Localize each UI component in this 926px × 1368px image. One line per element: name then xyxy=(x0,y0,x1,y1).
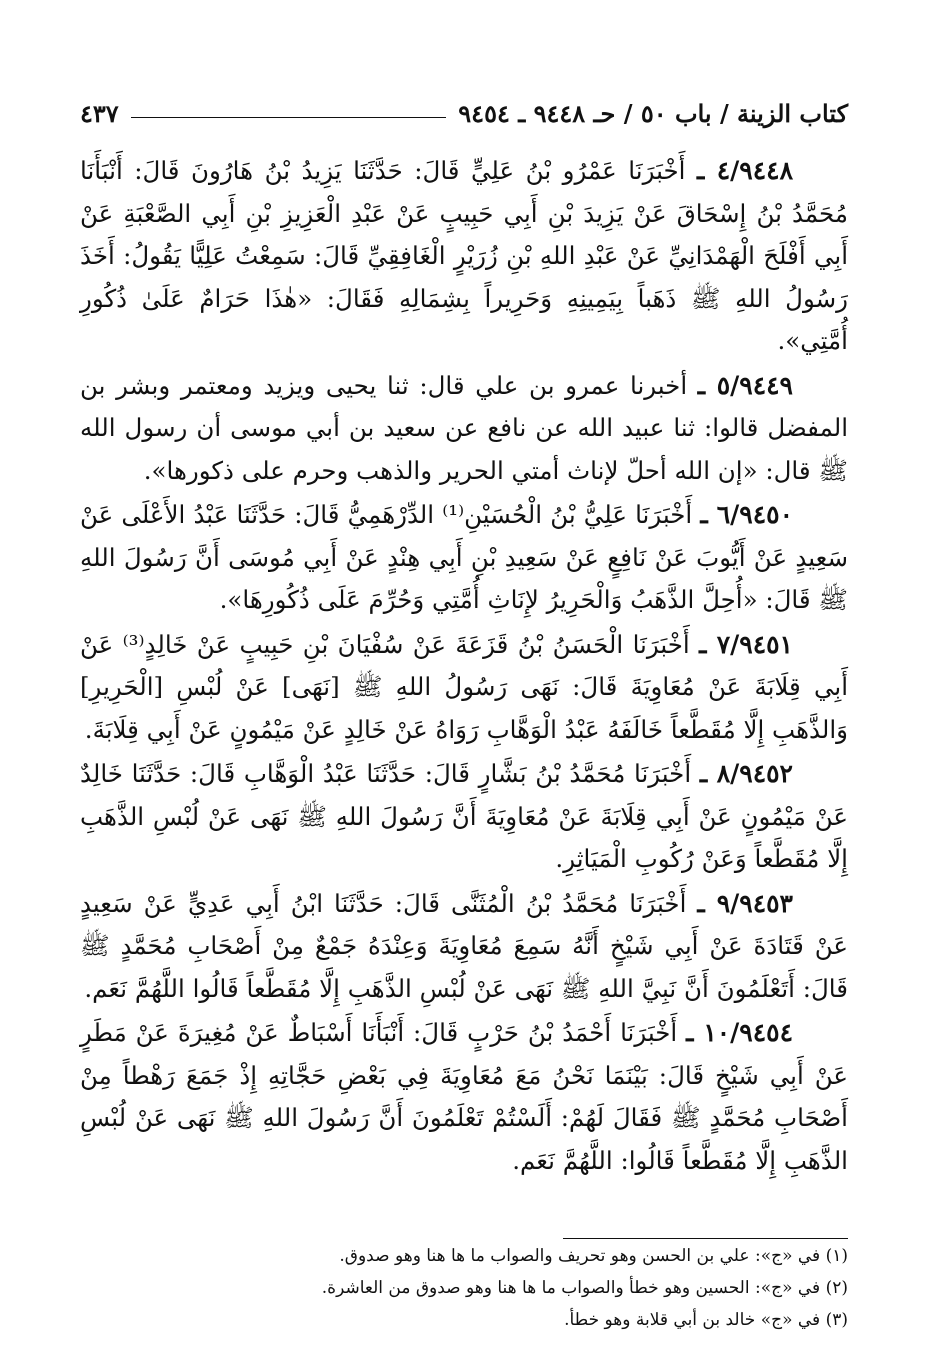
hadith-number: ٥/٩٤٤٩ ـ xyxy=(697,370,793,400)
hadith-text: أخبرنا عمرو بن علي قال: ثنا يحيى ويزيد ومعتمر وبشر بن المفضل قالوا: ثنا عبيد الله عن نافع عن سعيد بن أبي موسى أن رسول الله ﷺ قال: «إن الله أحلّ لإناث أمتي الحرير والذهب وحرم على ذكورها». xyxy=(80,370,848,485)
hadith-number: ٨/٩٤٥٢ ـ xyxy=(699,759,793,788)
hadith-number: ٧/٩٤٥١ ـ xyxy=(699,629,793,659)
hadith-text: أَخْبَرَنَا عَلِيُّ بْنُ الْحُسَيْنِ⁽¹⁾ الدِّرْهَمِيُّ قَالَ: حَدَّثَنَا عَبْدُ الأَعْلَى عَنْ سَعِيدٍ عَنْ أَيُّوبَ عَنْ نَافِعٍ عَنْ سَعِيدِ بْنِ أَبِي هِنْدٍ عَنْ أَبِي مُوسَى أَنَّ رَسُولَ اللهِ ﷺ قَالَ: «أُحِلَّ الذَّهَبُ وَالْحَرِيرُ لإِنَاثِ أُمَّتِي وَحُرِّمَ عَلَى ذُكُورِهَا». xyxy=(80,500,848,614)
hadith-text: أَخْبَرَنَا عَمْرُو بْنُ عَلِيٍّ قَالَ: حَدَّثَنَا يَزِيدُ بْنُ هَارُونَ قَالَ: أَنْبَأَنَا مُحَمَّدُ بْنُ إِسْحَاقَ عَنْ يَزِيدَ بْنِ أَبِي حَبِيبٍ عَنْ عَبْدِ الْعَزِيزِ بْنِ أَبِي الصَّعْبَةِ عَنْ أَبِي أَفْلَحَ الْهَمْدَانِيِّ عَنْ عَبْدِ اللهِ بْنِ زُرَيْرٍ الْغَافِقِيِّ قَالَ: سَمِعْتُ عَلِيًّا يَقُولُ: أَخَذَ رَسُولُ اللهِ ﷺ ذَهَباً بِيَمِينِهِ وَحَرِيراً بِشِمَالِهِ فَقَالَ: «هٰذَا حَرَامٌ عَلَىٰ ذُكُورِ أُمَّتِي». xyxy=(80,156,848,355)
hadith-number: ١٠/٩٤٥٤ ـ xyxy=(686,1018,794,1047)
header-rule xyxy=(131,117,447,118)
running-header xyxy=(80,92,848,126)
hadith-paragraph xyxy=(80,150,848,363)
hadith-paragraph xyxy=(80,1012,848,1182)
chapter-title: كتاب الزينة / باب ٥٠ / حـ ٩٤٤٨ ـ ٩٤٥٤ xyxy=(458,99,848,128)
footnote: (١) في «ج»: علي بن الحسن وهو تحريف والصواب ما ها هنا وهو صدوق. xyxy=(339,1246,848,1266)
hadith-paragraph xyxy=(80,753,848,881)
hadith-paragraph xyxy=(80,883,848,1011)
footnote: (٢) في «ج»: الحسين وهو خطأ والصواب ما ها هنا وهو صدوق من العاشرة. xyxy=(321,1278,848,1298)
hadith-text: أَخْبَرَنَا أَحْمَدُ بْنُ حَرْبٍ قَالَ: أَنْبَأَنَا أَسْبَاطٌ عَنْ مُغِيرَةَ عَنْ مَطَرٍ عَنْ أَبِي شَيْخٍ قَالَ: بَيْنَمَا نَحْنُ مَعَ مُعَاوِيَةَ فِي بَعْضِ حَجَّاتِهِ إِذْ جَمَعَ رَهْطاً مِنْ أَصْحَابِ مُحَمَّدٍ ﷺ فَقَالَ لَهُمْ: أَلَسْتُمْ تَعْلَمُونَ أَنَّ رَسُولَ اللهِ ﷺ نَهَى عَنْ لُبْسِ الذَّهَبِ إِلَّا مُقَطَّعاً قَالُوا: اللَّهُمَّ نَعَم. xyxy=(80,1018,848,1175)
hadith-text: أَخْبَرَنَا مُحَمَّدُ بْنُ الْمُثَنَّى قَالَ: حَدَّثَنَا ابْنُ أَبِي عَدِيٍّ عَنْ سَعِيدٍ عَنْ قَتَادَةَ عَنْ أَبِي شَيْخٍ أَنَّهُ سَمِعَ مُعَاوِيَةَ وَعِنْدَهُ جَمْعٌ مِنْ أَصْحَابِ مُحَمَّدٍ ﷺ قَالَ: أَتَعْلَمُونَ أَنَّ نَبِيَّ اللهِ ﷺ نَهَى عَنْ لُبْسِ الذَّهَبِ إِلَّا مُقَطَّعاً قَالُوا اللَّهُمَّ نَعَم. xyxy=(80,888,848,1003)
hadith-text: أَخْبَرَنَا الْحَسَنُ بْنُ قَزَعَةَ عَنْ سُفْيَانَ بْنِ حَبِيبٍ عَنْ خَالِدٍ⁽³⁾ عَنْ أَبِي قِلَابَةَ عَنْ مُعَاوِيَةَ قَالَ: نَهَى رَسُولُ اللهِ ﷺ [نَهَى] عَنْ لُبْسِ [الْحَرِيرِ] وَالذَّهَبِ إِلَّا مُقَطَّعاً خَالَفَهُ عَبْدُ الْوَهَّابِ رَوَاهُ عَنْ خَالِدٍ عَنْ مَيْمُونٍ عَنْ أَبِي قِلَابَةَ. xyxy=(80,629,848,744)
hadith-number: ٩/٩٤٥٣ ـ xyxy=(697,888,793,918)
hadith-paragraph xyxy=(80,624,848,752)
footnote: (٣) في «ج» خالد بن أبي قلابة وهو خطأ. xyxy=(564,1310,848,1330)
footnotes xyxy=(80,1240,848,1336)
page-number: ٤٣٧ xyxy=(80,99,119,128)
hadith-number: ٤/٩٤٤٨ ـ xyxy=(696,156,794,185)
hadith-paragraph xyxy=(80,494,848,622)
footnote-separator xyxy=(563,1238,848,1239)
hadith-list xyxy=(80,150,848,1184)
hadith-paragraph xyxy=(80,365,848,493)
hadith-text: أَخْبَرَنَا مُحَمَّدُ بْنُ بَشَّارٍ قَالَ: حَدَّثَنَا عَبْدُ الْوَهَّابِ قَالَ: حَدَّثَنَا خَالِدٌ عَنْ مَيْمُونٍ عَنْ أَبِي قِلَابَةَ عَنْ مُعَاوِيَةَ أَنَّ رَسُولَ اللهِ ﷺ نَهَى عَنْ لُبْسِ الذَّهَبِ إِلَّا مُقَطَّعاً وَعَنْ رُكُوبِ الْمَيَاثِرِ. xyxy=(80,759,848,873)
hadith-number: ٦/٩٤٥٠ ـ xyxy=(700,500,794,529)
